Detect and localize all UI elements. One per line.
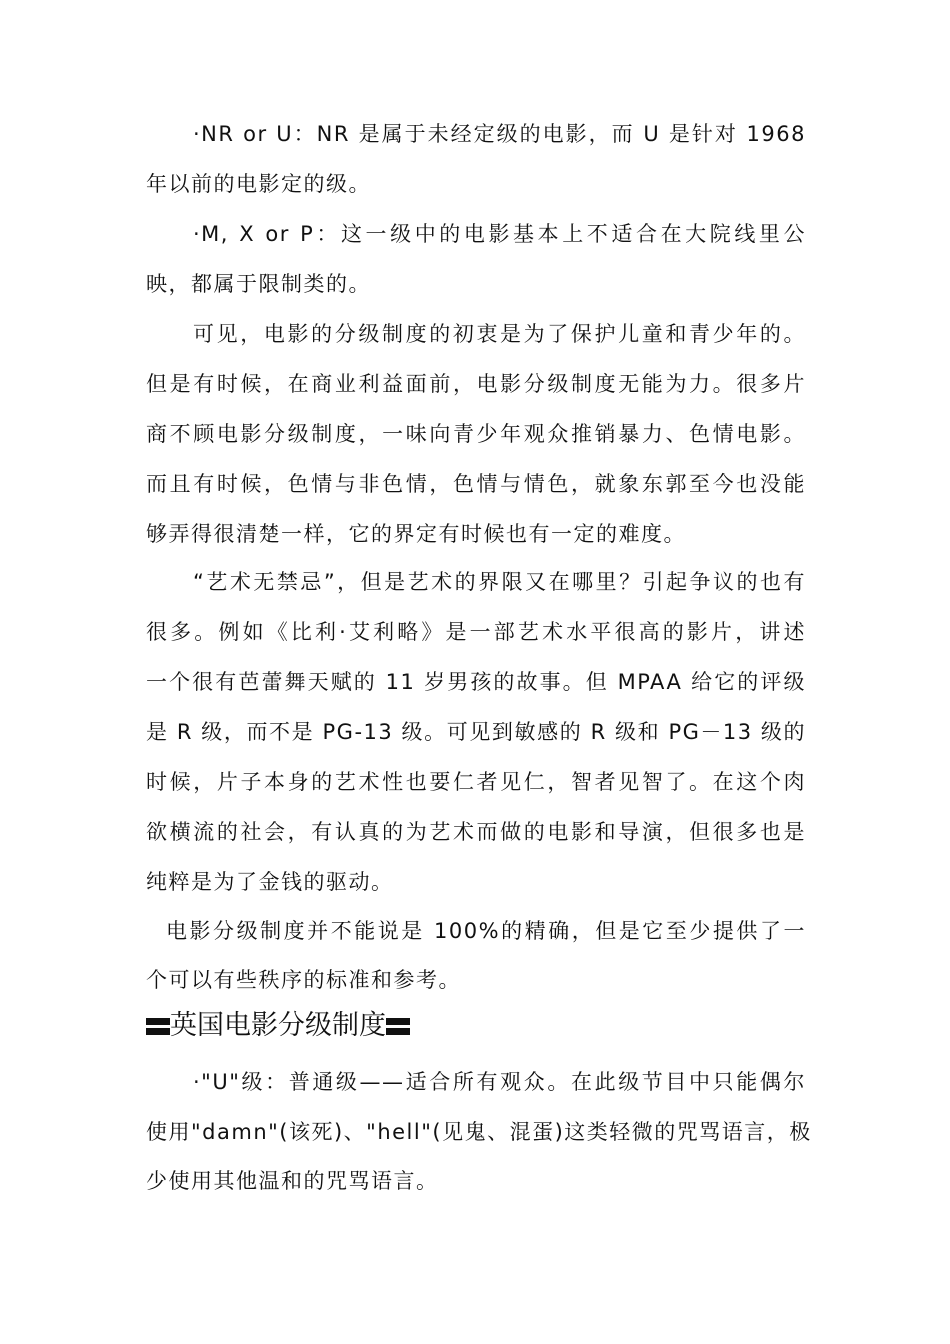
paragraph-line: 可见，电影的分级制度的初衷是为了保护儿童和青少年的。 xyxy=(193,322,806,346)
section-heading xyxy=(146,1008,410,1044)
paragraph-line: 商不顾电影分级制度，一味向青少年观众推销暴力、色情电影。 xyxy=(146,422,806,446)
section-heading-text: 英国电影分级制度 xyxy=(170,1010,386,1041)
paragraph-line: 年以前的电影定的级。 xyxy=(146,172,371,196)
heading-bullet-icon xyxy=(146,1015,170,1037)
paragraph-line: ·NR or U：NR 是属于未经定级的电影，而 U 是针对 1968 xyxy=(193,122,806,146)
paragraph-line: 欲横流的社会，有认真的为艺术而做的电影和导演，但很多也是 xyxy=(146,820,806,844)
paragraph-line: ·"U"级：普通级——适合所有观众。在此级节目中只能偶尔 xyxy=(193,1070,806,1094)
paragraph-line: 个可以有些秩序的标准和参考。 xyxy=(146,968,461,992)
paragraph-line: 纯粹是为了金钱的驱动。 xyxy=(146,870,394,894)
paragraph-line: 够弄得很清楚一样，它的界定有时候也有一定的难度。 xyxy=(146,522,686,546)
paragraph-line: 是 R 级，而不是 PG-13 级。可见到敏感的 R 级和 PG－13 级的 xyxy=(146,720,806,744)
paragraph-line: “艺术无禁忌”，但是艺术的界限又在哪里？引起争议的也有 xyxy=(193,570,806,594)
paragraph-line: 而且有时候，色情与非色情，色情与情色，就象东郭至今也没能 xyxy=(146,472,806,496)
paragraph-line: ·M, X or P：这一级中的电影基本上不适合在大院线里公 xyxy=(193,222,806,246)
heading-bullet-icon xyxy=(386,1015,410,1037)
paragraph-line: 但是有时候，在商业利益面前，电影分级制度无能为力。很多片 xyxy=(146,372,806,396)
paragraph-line: 很多。例如《比利·艾利略》是一部艺术水平很高的影片，讲述 xyxy=(146,620,806,644)
paragraph-line: 时候，片子本身的艺术性也要仁者见仁，智者见智了。在这个肉 xyxy=(146,770,806,794)
paragraph-line: 电影分级制度并不能说是 100%的精确，但是它至少提供了一 xyxy=(166,919,806,943)
paragraph-line: 少使用其他温和的咒骂语言。 xyxy=(146,1169,439,1193)
paragraph-line: 映，都属于限制类的。 xyxy=(146,272,371,296)
paragraph-line: 一个很有芭蕾舞天赋的 11 岁男孩的故事。但 MPAA 给它的评级 xyxy=(146,670,806,694)
paragraph-line: 使用"damn"(该死)、"hell"(见鬼、混蛋)这类轻微的咒骂语言，极 xyxy=(146,1120,812,1144)
